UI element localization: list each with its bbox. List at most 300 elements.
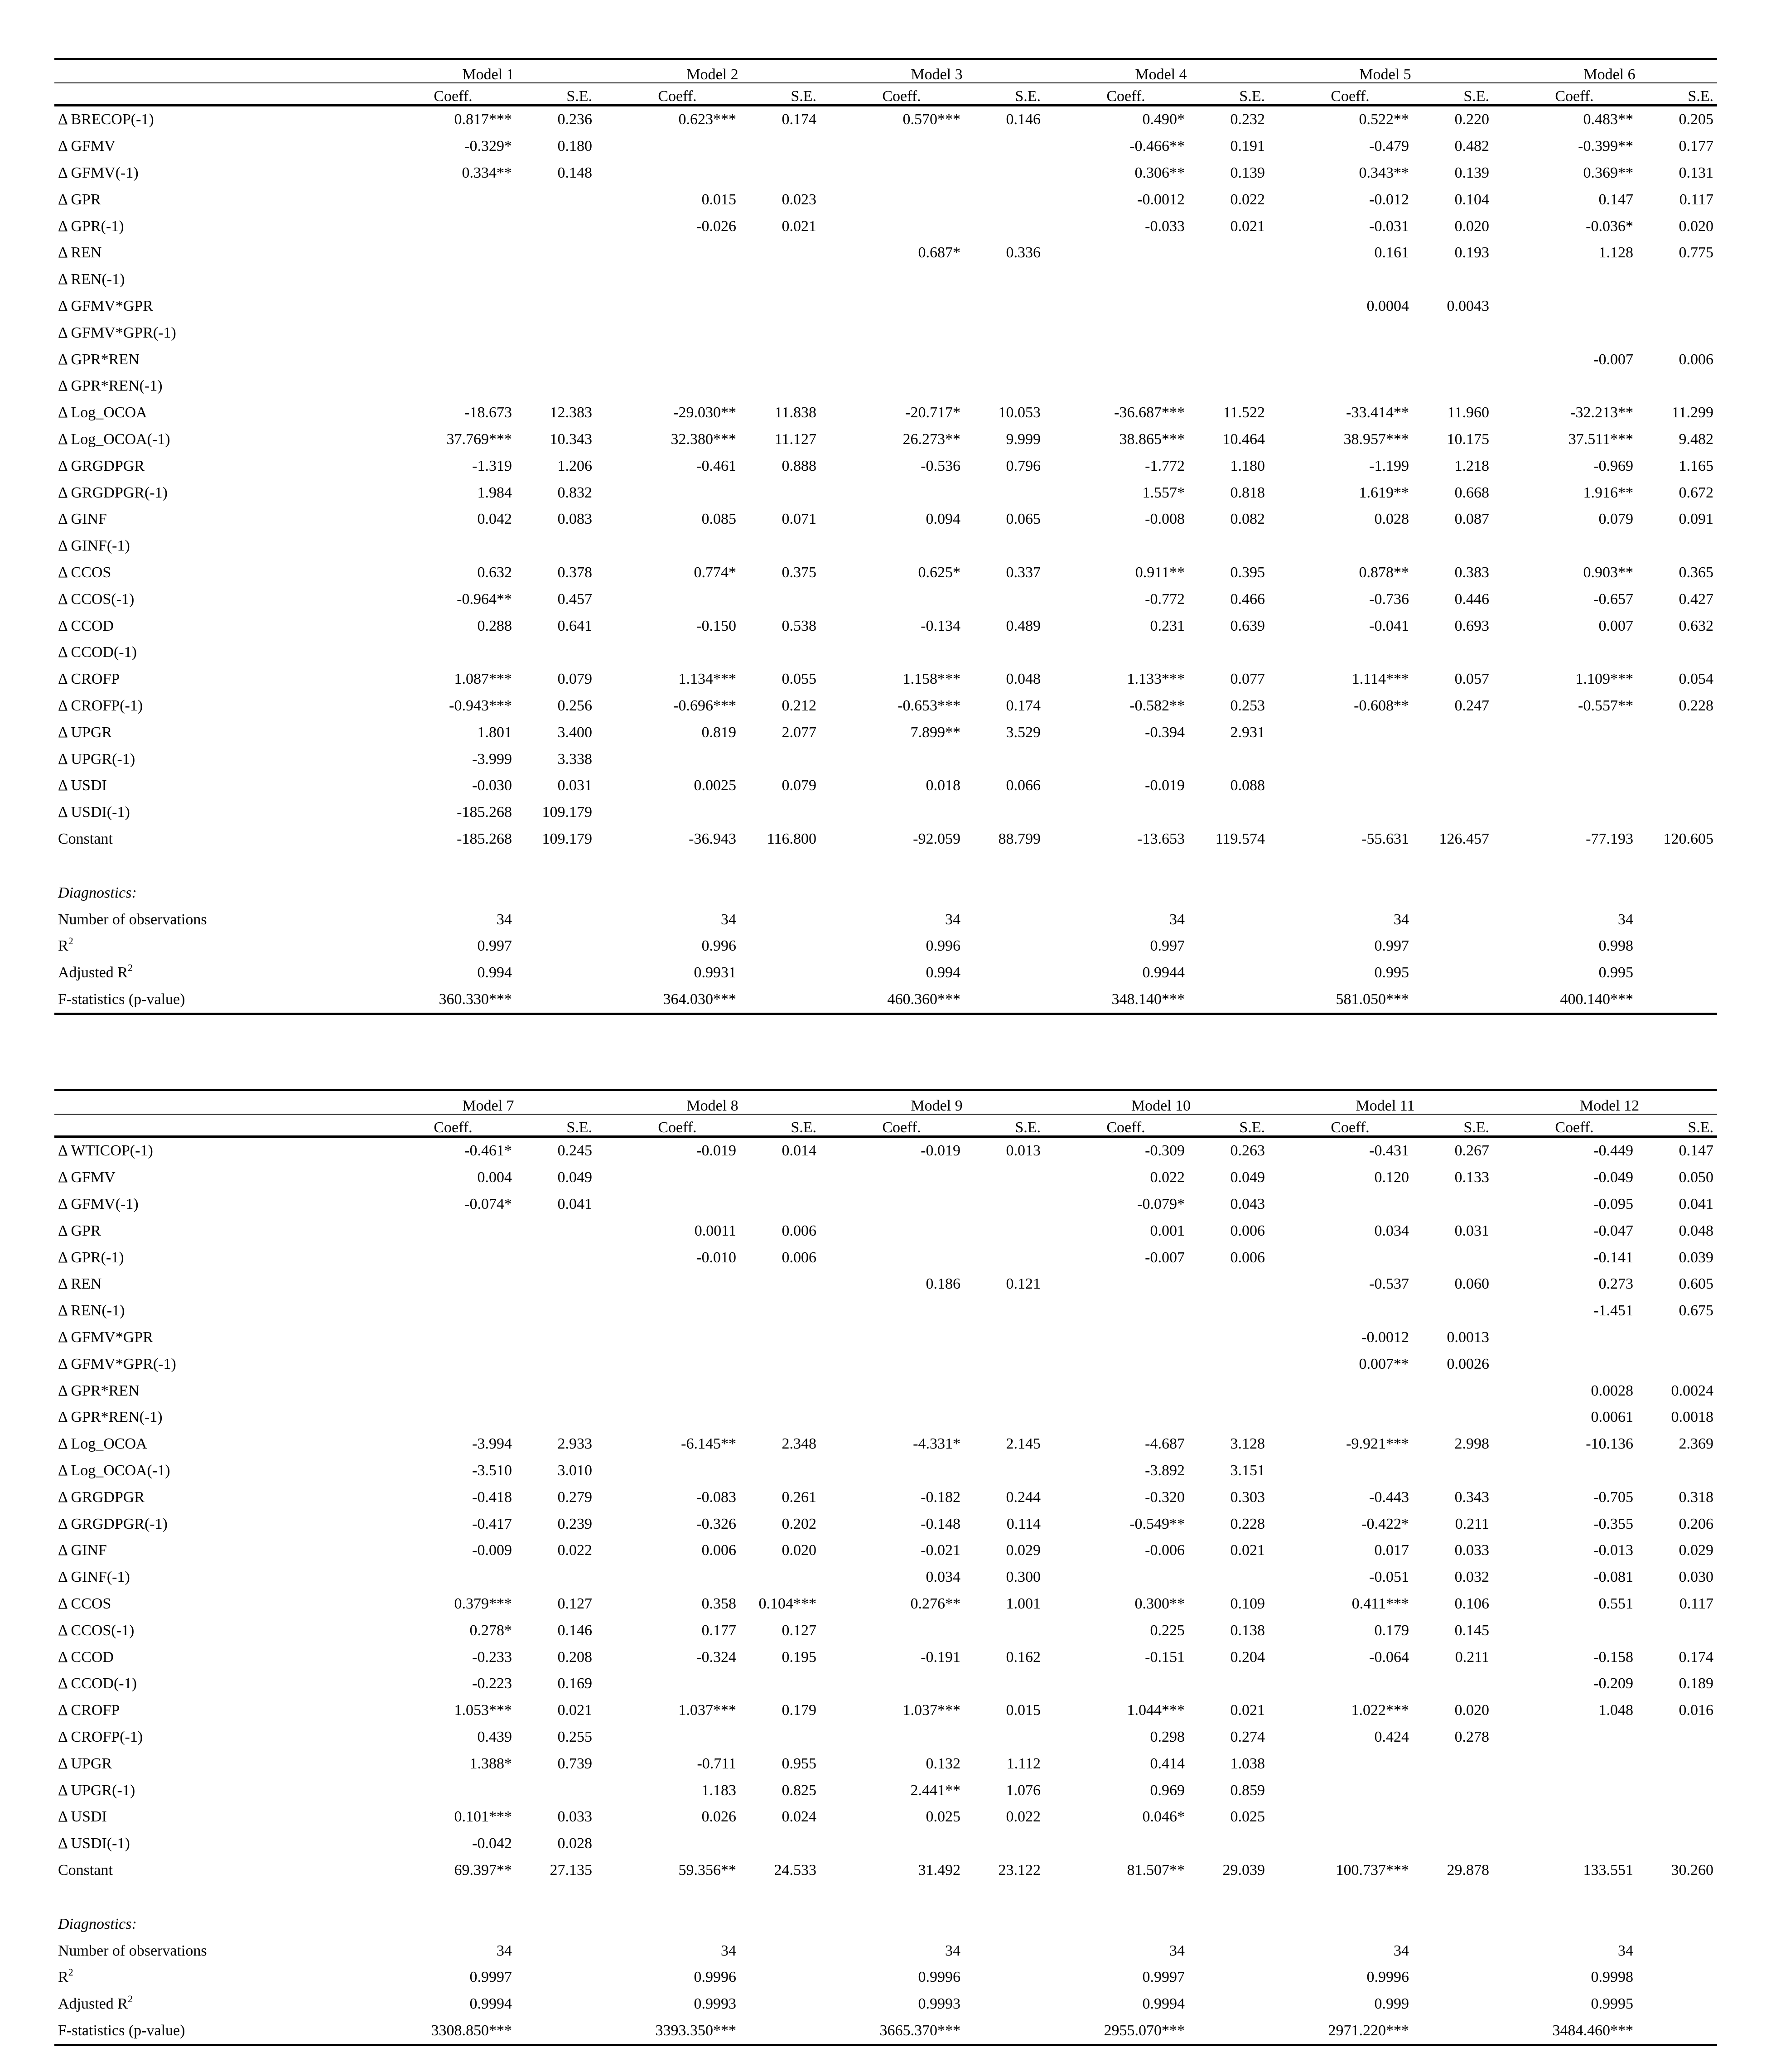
standard-error-cell xyxy=(970,1191,1044,1218)
coefficient-cell: -0.095 xyxy=(1593,1195,1634,1212)
standard-error-cell xyxy=(1418,1804,1493,1831)
standard-error-cell: 0.028 xyxy=(557,1835,592,1852)
variable-row xyxy=(54,799,1717,826)
coefficient-cell xyxy=(596,1164,745,1191)
coefficient-cell: 0.007** xyxy=(1359,1355,1409,1372)
standard-error-cell xyxy=(970,1164,1044,1191)
coefficient-cell: -0.422* xyxy=(1361,1515,1409,1532)
standard-error-cell xyxy=(1642,1724,1717,1751)
variable-row xyxy=(54,586,1717,613)
standard-error-cell: 0.055 xyxy=(782,671,816,688)
standard-error-cell: 9.999 xyxy=(1006,430,1041,448)
standard-error-cell xyxy=(745,1351,820,1377)
se-header: S.E. xyxy=(970,1114,1044,1137)
variable-row xyxy=(54,1831,1717,1857)
standard-error-cell xyxy=(745,479,820,506)
standard-error-cell: 2.145 xyxy=(1006,1435,1041,1453)
standard-error-cell: 0.253 xyxy=(1230,697,1265,714)
variable-row xyxy=(54,1377,1717,1404)
coefficient-cell: 0.022 xyxy=(1150,1169,1185,1186)
standard-error-cell: 0.029 xyxy=(1006,1542,1041,1559)
coefficient-cell xyxy=(1493,533,1642,560)
diagnostics-value: 34 xyxy=(945,1942,960,1959)
standard-error-cell: 0.021 xyxy=(1230,217,1265,235)
coefficient-cell: 0.306** xyxy=(1134,164,1185,181)
coefficient-cell: -32.213** xyxy=(1570,404,1633,421)
diagnostics-label xyxy=(54,960,372,986)
coefficient-cell xyxy=(820,133,970,160)
diagnostics-value: 0.9996 xyxy=(694,1969,736,1986)
coefficient-cell xyxy=(596,1831,745,1857)
standard-error-cell xyxy=(745,1377,820,1404)
coefficient-cell xyxy=(820,186,970,213)
coefficient-cell: 0.278* xyxy=(469,1622,512,1639)
coefficient-cell: 0.774* xyxy=(694,564,736,581)
variable-label: Δ Log_OCOA(-1) xyxy=(58,430,170,448)
standard-error-cell: 1.038 xyxy=(1230,1755,1265,1772)
coefficient-cell: -0.320 xyxy=(1145,1488,1185,1506)
coefficient-cell: -0.608** xyxy=(1354,697,1409,714)
variable-row xyxy=(54,1351,1717,1377)
standard-error-cell xyxy=(1418,1377,1493,1404)
standard-error-cell: 1.076 xyxy=(1006,1782,1041,1799)
standard-error-cell: 29.878 xyxy=(1447,1861,1490,1879)
coefficient-cell: 0.017 xyxy=(1374,1542,1409,1559)
se-header: S.E. xyxy=(521,83,596,106)
model-name: Model 4 xyxy=(1044,59,1269,83)
coefficient-cell xyxy=(372,373,521,400)
standard-error-cell: 0.303 xyxy=(1230,1488,1265,1506)
coefficient-cell xyxy=(820,1217,970,1244)
coefficient-cell: -0.008 xyxy=(1145,511,1185,528)
diagnostics-value: 0.997 xyxy=(1150,937,1185,955)
standard-error-cell: 0.300 xyxy=(1006,1569,1041,1586)
standard-error-cell xyxy=(1642,1831,1717,1857)
coefficient-cell: 1.048 xyxy=(1598,1702,1634,1719)
coefficient-cell xyxy=(820,1617,970,1644)
standard-error-cell: 0.775 xyxy=(1679,244,1713,261)
coefficient-cell: -0.021 xyxy=(921,1542,960,1559)
variable-row xyxy=(54,1724,1717,1751)
coefficient-cell xyxy=(1044,1324,1194,1351)
standard-error-cell: 1.001 xyxy=(1006,1595,1041,1612)
standard-error-cell: 0.195 xyxy=(782,1648,816,1666)
coefficient-cell xyxy=(1269,266,1418,293)
standard-error-cell: 0.138 xyxy=(1230,1622,1265,1639)
coefficient-cell: -13.653 xyxy=(1137,830,1185,847)
coefficient-cell xyxy=(1044,293,1194,320)
coefficient-cell: -0.0012 xyxy=(1137,191,1185,208)
standard-error-cell: 0.189 xyxy=(1679,1675,1714,1692)
coefficient-cell: -0.209 xyxy=(1593,1675,1634,1692)
standard-error-cell: 0.127 xyxy=(782,1622,816,1639)
coefficient-cell xyxy=(820,1404,970,1431)
coefficient-cell xyxy=(1269,1831,1418,1857)
coefficient-cell xyxy=(596,160,745,187)
standard-error-cell xyxy=(521,1404,596,1431)
variable-label: Δ CCOS(-1) xyxy=(58,1622,135,1639)
coefficient-cell: 0.276** xyxy=(910,1595,960,1612)
standard-error-cell xyxy=(745,1271,820,1298)
standard-error-cell: 0.079 xyxy=(557,671,592,688)
coefficient-cell xyxy=(1044,373,1194,400)
variable-row xyxy=(54,693,1717,720)
standard-error-cell xyxy=(1418,1777,1493,1804)
standard-error-cell: 0.446 xyxy=(1454,590,1489,608)
standard-error-cell xyxy=(521,319,596,346)
coefficient-cell: 0.414 xyxy=(1150,1755,1185,1772)
standard-error-cell: 11.838 xyxy=(774,404,816,421)
coefficient-cell xyxy=(1044,1564,1194,1591)
standard-error-cell: 2.933 xyxy=(557,1435,592,1453)
variable-label: Δ REN(-1) xyxy=(58,1302,125,1319)
diagnostics-title-row xyxy=(54,879,1717,906)
standard-error-cell xyxy=(745,1458,820,1484)
coefficient-cell: 0.132 xyxy=(926,1755,960,1772)
coefficient-cell xyxy=(820,586,970,613)
standard-error-cell: 116.800 xyxy=(767,830,816,847)
standard-error-cell xyxy=(1418,1244,1493,1271)
standard-error-cell: 11.960 xyxy=(1447,404,1489,421)
standard-error-cell: 0.672 xyxy=(1679,484,1713,501)
coefficient-cell xyxy=(596,240,745,266)
coefficient-cell xyxy=(1493,1351,1642,1377)
coefficient-cell xyxy=(596,319,745,346)
coefficient-cell: -0.013 xyxy=(1593,1542,1634,1559)
coefficient-cell: 0.379*** xyxy=(454,1595,512,1612)
standard-error-cell xyxy=(745,346,820,373)
coefficient-cell: -0.582** xyxy=(1129,697,1185,714)
diagnostics-value: 400.140*** xyxy=(1493,986,1642,1014)
coefficient-cell: 1.109*** xyxy=(1575,671,1633,688)
coefficient-cell xyxy=(820,1324,970,1351)
variable-label: Δ CCOD xyxy=(58,617,114,634)
se-header: S.E. xyxy=(1418,83,1493,106)
diagnostics-label-text: R xyxy=(58,1969,68,1986)
diagnostics-value: 0.994 xyxy=(926,964,960,981)
variable-row xyxy=(54,1191,1717,1218)
coefficient-cell xyxy=(1269,319,1418,346)
standard-error-cell xyxy=(1194,1377,1269,1404)
coefficient-cell xyxy=(372,1298,521,1324)
coefficient-cell: 0.179 xyxy=(1374,1622,1409,1639)
standard-error-cell: 0.639 xyxy=(1230,617,1265,634)
variable-label: Δ CROFP(-1) xyxy=(58,1728,143,1745)
standard-error-cell xyxy=(1418,266,1493,293)
standard-error-cell: 10.343 xyxy=(550,430,592,448)
coefficient-cell xyxy=(1269,1244,1418,1271)
coefficient-cell: -0.943*** xyxy=(449,697,512,714)
coefficient-cell: -1.772 xyxy=(1145,457,1185,474)
standard-error-cell xyxy=(1418,746,1493,773)
standard-error-cell xyxy=(521,373,596,400)
standard-error-cell: 0.006 xyxy=(1230,1222,1265,1239)
standard-error-cell: 3.128 xyxy=(1230,1435,1265,1453)
coefficient-cell xyxy=(372,1777,521,1804)
variable-row xyxy=(54,266,1717,293)
coefficient-cell xyxy=(820,1351,970,1377)
coefficient-cell: -0.736 xyxy=(1369,590,1409,608)
standard-error-cell: 0.013 xyxy=(1006,1142,1041,1159)
standard-error-cell: 0.263 xyxy=(1230,1142,1265,1159)
results-table xyxy=(54,1089,1717,2046)
coefficient-cell: 0.632 xyxy=(477,564,512,581)
standard-error-cell xyxy=(521,1564,596,1591)
standard-error-cell xyxy=(1194,266,1269,293)
variable-row xyxy=(54,1404,1717,1431)
coefficient-cell xyxy=(1493,1804,1642,1831)
diagnostics-value: 0.997 xyxy=(477,937,512,955)
variable-row xyxy=(54,1324,1717,1351)
coefficient-cell: -0.009 xyxy=(472,1542,512,1559)
standard-error-cell xyxy=(970,479,1044,506)
coefficient-cell: -0.711 xyxy=(697,1755,736,1772)
standard-error-cell: 0.021 xyxy=(557,1702,592,1719)
coefficient-cell: 0.623*** xyxy=(678,111,736,128)
diagnostics-label xyxy=(54,986,372,1014)
standard-error-cell: 0.605 xyxy=(1679,1275,1714,1293)
coefficient-cell xyxy=(1044,533,1194,560)
coefficient-cell: 0.570*** xyxy=(902,111,960,128)
coefficient-cell: -55.631 xyxy=(1361,830,1409,847)
standard-error-cell xyxy=(970,1217,1044,1244)
coefficient-cell xyxy=(1269,719,1418,746)
standard-error-cell: 1.206 xyxy=(557,457,592,474)
coefficient-cell: -6.145** xyxy=(681,1435,736,1453)
coefficient-cell: 0.007 xyxy=(1598,617,1633,634)
coeff-header: Coeff. xyxy=(1493,83,1642,106)
standard-error-cell: 0.022 xyxy=(1006,1808,1041,1826)
coefficient-cell xyxy=(1044,1351,1194,1377)
coefficient-cell: 2.441** xyxy=(910,1782,960,1799)
variable-row xyxy=(54,373,1717,400)
diagnostics-label-text: R xyxy=(58,937,68,955)
coefficient-cell xyxy=(1044,1831,1194,1857)
coefficient-cell xyxy=(596,1298,745,1324)
variable-label: Δ USDI(-1) xyxy=(58,804,130,821)
standard-error-cell: 0.693 xyxy=(1454,617,1489,634)
coefficient-cell: 0.817*** xyxy=(454,111,512,128)
standard-error-cell: 2.348 xyxy=(782,1435,816,1453)
standard-error-cell: 23.122 xyxy=(998,1861,1041,1879)
coefficient-cell xyxy=(372,240,521,266)
coefficient-cell xyxy=(1493,1458,1642,1484)
coefficient-cell: 0.288 xyxy=(477,617,512,634)
coefficient-cell xyxy=(1044,240,1194,266)
standard-error-cell xyxy=(745,240,820,266)
coefficient-cell xyxy=(372,1404,521,1431)
coefficient-cell: 7.899** xyxy=(910,724,960,741)
coefficient-cell: -0.705 xyxy=(1593,1488,1634,1506)
standard-error-cell xyxy=(1418,1298,1493,1324)
coefficient-cell: 59.356** xyxy=(678,1861,736,1879)
standard-error-cell: 0.955 xyxy=(782,1755,816,1772)
standard-error-cell xyxy=(970,266,1044,293)
regression-table-2 xyxy=(54,1089,1717,2046)
coefficient-cell: 0.969 xyxy=(1150,1782,1185,1799)
diagnostics-row xyxy=(54,1964,1717,1991)
variable-label: Constant xyxy=(58,830,113,847)
coefficient-cell xyxy=(1269,746,1418,773)
standard-error-cell: 0.174 xyxy=(782,111,816,128)
coefficient-cell: 0.018 xyxy=(926,777,960,794)
standard-error-cell: 0.675 xyxy=(1679,1302,1714,1319)
coefficient-cell: 1.044*** xyxy=(1127,1702,1185,1719)
coefficient-cell xyxy=(1044,319,1194,346)
standard-error-cell: 2.931 xyxy=(1230,724,1265,741)
coefficient-cell xyxy=(372,1324,521,1351)
coefficient-cell: -0.466** xyxy=(1129,138,1185,155)
standard-error-cell: 88.799 xyxy=(998,830,1041,847)
standard-error-cell xyxy=(1194,1564,1269,1591)
diagnostics-label xyxy=(54,1964,372,1991)
standard-error-cell: 0.337 xyxy=(1006,564,1041,581)
variable-row xyxy=(54,666,1717,693)
coefficient-cell: 26.273** xyxy=(902,430,960,448)
variable-label: Δ GPR*REN xyxy=(58,351,140,368)
standard-error-cell xyxy=(1642,1617,1717,1644)
se-header: S.E. xyxy=(1642,83,1717,106)
coefficient-cell: 0.161 xyxy=(1374,244,1409,261)
coefficient-cell xyxy=(596,533,745,560)
coefficient-cell: 133.551 xyxy=(1583,1861,1634,1879)
variable-label: Δ WTICOP(-1) xyxy=(58,1142,153,1159)
coefficient-cell: -3.994 xyxy=(472,1435,512,1453)
standard-error-cell xyxy=(745,1191,820,1218)
standard-error-cell xyxy=(745,1324,820,1351)
coefficient-cell: 1.916** xyxy=(1583,484,1633,501)
diagnostics-row xyxy=(54,1991,1717,2018)
standard-error-cell xyxy=(1194,240,1269,266)
standard-error-cell: 3.151 xyxy=(1230,1462,1265,1479)
coefficient-cell xyxy=(1044,1671,1194,1697)
standard-error-cell xyxy=(970,1377,1044,1404)
standard-error-cell: 0.015 xyxy=(1006,1702,1041,1719)
coefficient-cell: -0.074* xyxy=(464,1195,512,1212)
coefficient-cell: 0.878** xyxy=(1359,564,1409,581)
standard-error-cell xyxy=(1642,1777,1717,1804)
standard-error-cell: 0.274 xyxy=(1230,1728,1265,1745)
variable-row xyxy=(54,1217,1717,1244)
variable-row xyxy=(54,160,1717,187)
coefficient-cell: 0.0011 xyxy=(694,1222,736,1239)
diagnostics-label-text: Number of observations xyxy=(58,1942,207,1959)
standard-error-cell: 0.244 xyxy=(1006,1488,1041,1506)
standard-error-cell xyxy=(521,1777,596,1804)
standard-error-cell: 0.641 xyxy=(557,617,592,634)
coefficient-cell xyxy=(1493,1617,1642,1644)
variable-label: Δ GFMV*GPR xyxy=(58,297,153,314)
coefficient-cell xyxy=(1044,346,1194,373)
standard-error-cell: 0.020 xyxy=(1454,217,1489,235)
standard-error-cell: 0.025 xyxy=(1230,1808,1265,1826)
variable-label: Δ CCOS xyxy=(58,564,111,581)
coefficient-cell xyxy=(596,1564,745,1591)
coefficient-cell: -0.148 xyxy=(921,1515,960,1532)
standard-error-cell: 0.065 xyxy=(1006,511,1041,528)
diagnostics-value: 364.030*** xyxy=(596,986,745,1014)
standard-error-cell xyxy=(745,586,820,613)
diagnostics-label xyxy=(54,1991,372,2018)
variable-row xyxy=(54,1484,1717,1511)
coefficient-cell: 1.087*** xyxy=(454,671,512,688)
coeff-header: Coeff. xyxy=(1493,1114,1642,1137)
coefficient-cell: 0.120 xyxy=(1374,1169,1409,1186)
coefficient-cell xyxy=(820,160,970,187)
standard-error-cell: 0.239 xyxy=(557,1515,592,1532)
variable-row xyxy=(54,453,1717,479)
standard-error-cell xyxy=(1642,1351,1717,1377)
standard-error-cell: 0.033 xyxy=(1454,1542,1490,1559)
variable-label: Δ USDI xyxy=(58,1808,107,1826)
standard-error-cell: 0.378 xyxy=(557,564,592,581)
standard-error-cell: 0.205 xyxy=(1679,111,1713,128)
coefficient-cell: 0.079 xyxy=(1598,511,1633,528)
variable-row xyxy=(54,1244,1717,1271)
diagnostics-value: 2955.070*** xyxy=(1044,2018,1194,2045)
coefficient-cell: 1.158*** xyxy=(902,671,960,688)
standard-error-cell: 0.204 xyxy=(1230,1648,1265,1666)
variable-row xyxy=(54,1137,1717,1164)
standard-error-cell xyxy=(970,746,1044,773)
coefficient-cell xyxy=(596,266,745,293)
coefficient-cell xyxy=(596,1191,745,1218)
coefficient-cell: 0.551 xyxy=(1598,1595,1634,1612)
coefficient-cell: -0.007 xyxy=(1145,1249,1185,1266)
standard-error-cell: 11.127 xyxy=(774,430,816,448)
standard-error-cell: 0.006 xyxy=(1679,351,1713,368)
coefficient-cell: -0.036* xyxy=(1586,217,1633,235)
coefficient-cell xyxy=(372,1377,521,1404)
standard-error-cell xyxy=(970,799,1044,826)
diagnostics-value: 34 xyxy=(1618,911,1633,928)
coefficient-cell: -0.151 xyxy=(1145,1648,1185,1666)
coefficient-cell: -0.041 xyxy=(1369,617,1409,634)
standard-error-cell xyxy=(521,1298,596,1324)
standard-error-cell: 0.048 xyxy=(1006,671,1041,688)
coefficient-cell: -185.268 xyxy=(457,830,512,847)
se-header: S.E. xyxy=(1418,1114,1493,1137)
coefficient-cell: -0.557** xyxy=(1578,697,1633,714)
se-header: S.E. xyxy=(1642,1114,1717,1137)
standard-error-cell: 126.457 xyxy=(1439,830,1489,847)
coefficient-cell: -0.653*** xyxy=(898,697,960,714)
coefficient-cell: 0.911** xyxy=(1135,564,1185,581)
standard-error-cell xyxy=(521,186,596,213)
coefficient-cell xyxy=(596,1377,745,1404)
coefficient-cell: 32.380*** xyxy=(671,430,736,448)
standard-error-cell xyxy=(970,1404,1044,1431)
coefficient-cell: -0.141 xyxy=(1593,1249,1634,1266)
standard-error-cell xyxy=(1418,346,1493,373)
variable-label: Δ Log_OCOA(-1) xyxy=(58,1462,170,1479)
coefficient-cell: -0.394 xyxy=(1145,724,1185,741)
coefficient-cell xyxy=(1269,773,1418,799)
coefficient-cell: -0.012 xyxy=(1369,191,1409,208)
standard-error-cell: 11.522 xyxy=(1223,404,1265,421)
variable-row xyxy=(54,1164,1717,1191)
variable-label: Δ CROFP(-1) xyxy=(58,697,143,714)
diagnostics-value: 34 xyxy=(1169,911,1185,928)
variable-row xyxy=(54,426,1717,453)
variable-label: Δ GPR xyxy=(58,191,101,208)
variable-label: Δ GFMV xyxy=(58,138,116,155)
diagnostics-row xyxy=(54,906,1717,933)
variable-row xyxy=(54,1750,1717,1777)
diagnostics-value: 2971.220*** xyxy=(1269,2018,1418,2045)
coefficient-cell: -0.051 xyxy=(1369,1569,1409,1586)
coefficient-cell xyxy=(1044,799,1194,826)
